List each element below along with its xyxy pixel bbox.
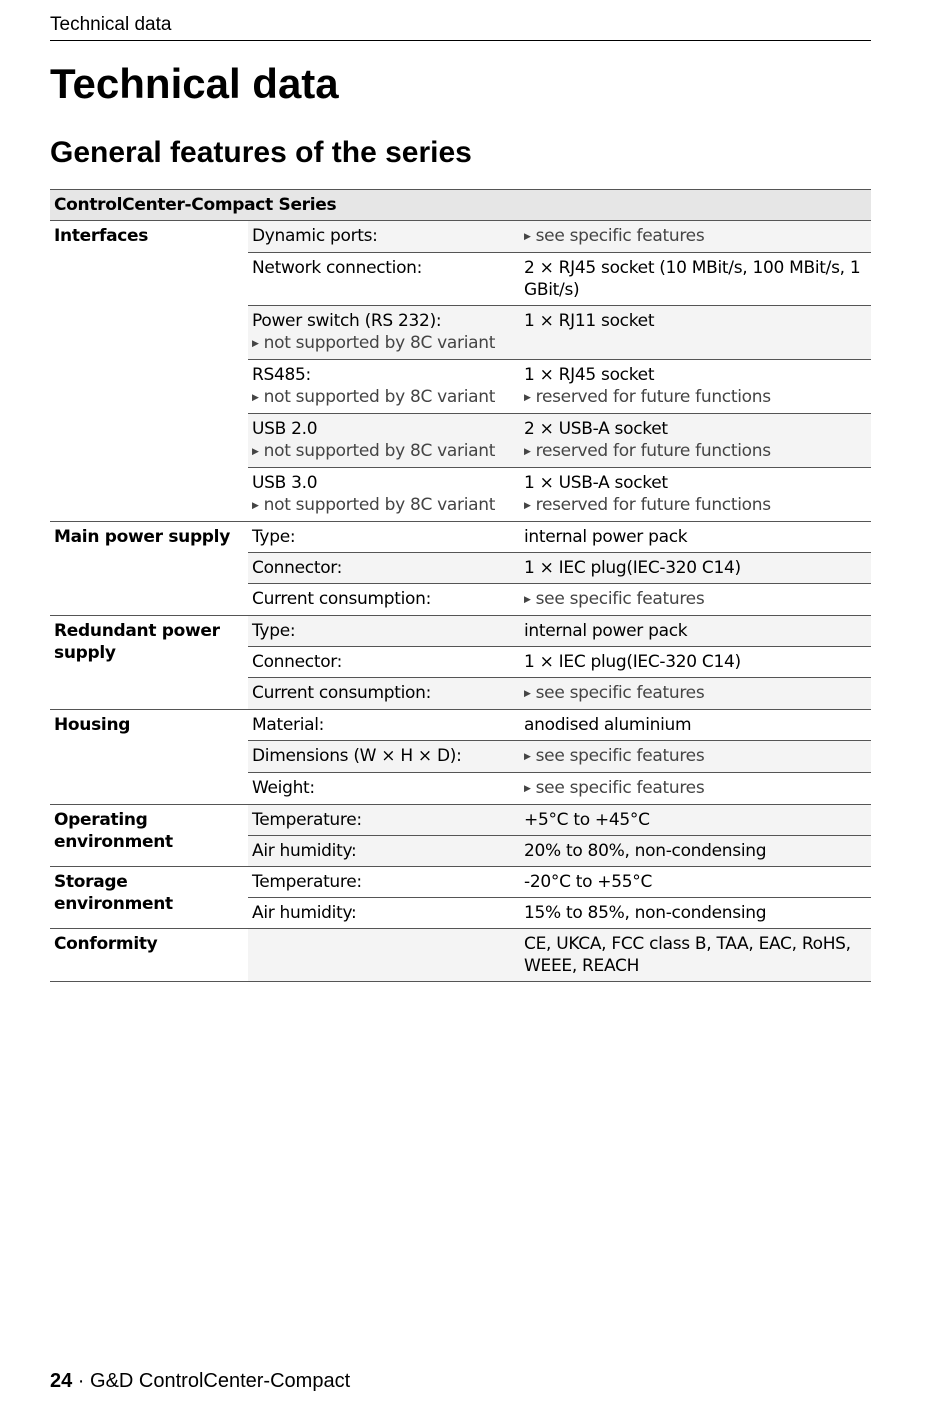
- row-name: USB 3.0 ▶ not supported by 8C variant: [248, 468, 520, 522]
- row-name: Connector:: [248, 647, 520, 678]
- triangle-right-icon: ▶: [252, 447, 259, 457]
- triangle-right-icon: ▶: [524, 501, 531, 511]
- table-caption-row: [50, 190, 871, 221]
- row-name: Type:: [248, 522, 520, 553]
- page-title: Technical data: [50, 60, 339, 107]
- table-row: [50, 929, 871, 982]
- row-value: -20°C to +55°C: [520, 867, 871, 898]
- table-row: [50, 867, 871, 898]
- row-value: +5°C to +45°C: [520, 805, 871, 836]
- triangle-right-icon: ▶: [524, 393, 531, 403]
- page-footer: [50, 1369, 350, 1393]
- row-value: 1 × RJ11 socket: [520, 306, 871, 360]
- row-name: Air humidity:: [248, 898, 520, 929]
- row-name: Connector:: [248, 553, 520, 584]
- page-number: 24: [50, 1370, 73, 1392]
- row-name: Weight:: [248, 773, 520, 805]
- row-value: ▶ see specific features: [520, 678, 871, 710]
- table-row: [50, 221, 871, 253]
- footer-product: G&D ControlCenter-Compact: [90, 1370, 351, 1392]
- row-value: 15% to 85%, non-condensing: [520, 898, 871, 929]
- row-value: 1 × RJ45 socket ▶ reserved for future functions: [520, 360, 871, 414]
- table-row: [50, 616, 871, 647]
- group-label-housing: Housing: [50, 710, 248, 805]
- group-label-storage: Storage environment: [50, 867, 248, 929]
- group-label-main-power: Main power supply: [50, 522, 248, 616]
- row-name: Dimensions (W × H × D):: [248, 741, 520, 773]
- row-value: CE, UKCA, FCC class B, TAA, EAC, RoHS, WEEE, REACH: [520, 929, 871, 982]
- table-row: [50, 710, 871, 741]
- group-label-operating: Operating environment: [50, 805, 248, 867]
- footer-separator: ·: [72, 1370, 91, 1392]
- triangle-right-icon: ▶: [252, 393, 259, 403]
- row-value: internal power pack: [520, 616, 871, 647]
- row-name: Material:: [248, 710, 520, 741]
- row-name: Network connection:: [248, 253, 520, 306]
- group-label-redundant-power: Redundant power supply: [50, 616, 248, 710]
- table-row: [50, 522, 871, 553]
- spec-table: [50, 189, 871, 982]
- row-name: USB 2.0 ▶ not supported by 8C variant: [248, 414, 520, 468]
- running-header: Technical data: [50, 13, 871, 41]
- section-title: General features of the series: [50, 136, 472, 169]
- row-value: ▶ see specific features: [520, 741, 871, 773]
- row-value: ▶ see specific features: [520, 221, 871, 253]
- row-value: anodised aluminium: [520, 710, 871, 741]
- row-value: 2 × USB-A socket ▶ reserved for future functions: [520, 414, 871, 468]
- row-name: Temperature:: [248, 805, 520, 836]
- triangle-right-icon: ▶: [524, 752, 531, 762]
- triangle-right-icon: ▶: [524, 447, 531, 457]
- row-name: Current consumption:: [248, 678, 520, 710]
- row-value: 1 × IEC plug(IEC-320 C14): [520, 647, 871, 678]
- row-value: internal power pack: [520, 522, 871, 553]
- row-name: Power switch (RS 232): ▶ not supported by 8C variant: [248, 306, 520, 360]
- row-value: 1 × IEC plug(IEC-320 C14): [520, 553, 871, 584]
- table-caption: ControlCenter-Compact Series: [50, 190, 871, 221]
- row-value: 20% to 80%, non-condensing: [520, 836, 871, 867]
- triangle-right-icon: ▶: [252, 339, 259, 349]
- triangle-right-icon: ▶: [524, 595, 531, 605]
- triangle-right-icon: ▶: [524, 232, 531, 242]
- group-label-interfaces: Interfaces: [50, 221, 248, 522]
- group-label-conformity: Conformity: [50, 929, 248, 982]
- triangle-right-icon: ▶: [524, 784, 531, 794]
- triangle-right-icon: ▶: [252, 501, 259, 511]
- row-value: 2 × RJ45 socket (10 MBit/s, 100 MBit/s, 1 GBit/s): [520, 253, 871, 306]
- row-name: Dynamic ports:: [248, 221, 520, 253]
- triangle-right-icon: ▶: [524, 689, 531, 699]
- row-name: Type:: [248, 616, 520, 647]
- row-value: ▶ see specific features: [520, 773, 871, 805]
- row-name: Air humidity:: [248, 836, 520, 867]
- row-value: ▶ see specific features: [520, 584, 871, 616]
- table-row: [50, 805, 871, 836]
- row-name: Current consumption:: [248, 584, 520, 616]
- row-name-empty: [248, 929, 520, 982]
- row-value: 1 × USB-A socket ▶ reserved for future functions: [520, 468, 871, 522]
- row-name: RS485: ▶ not supported by 8C variant: [248, 360, 520, 414]
- row-name: Temperature:: [248, 867, 520, 898]
